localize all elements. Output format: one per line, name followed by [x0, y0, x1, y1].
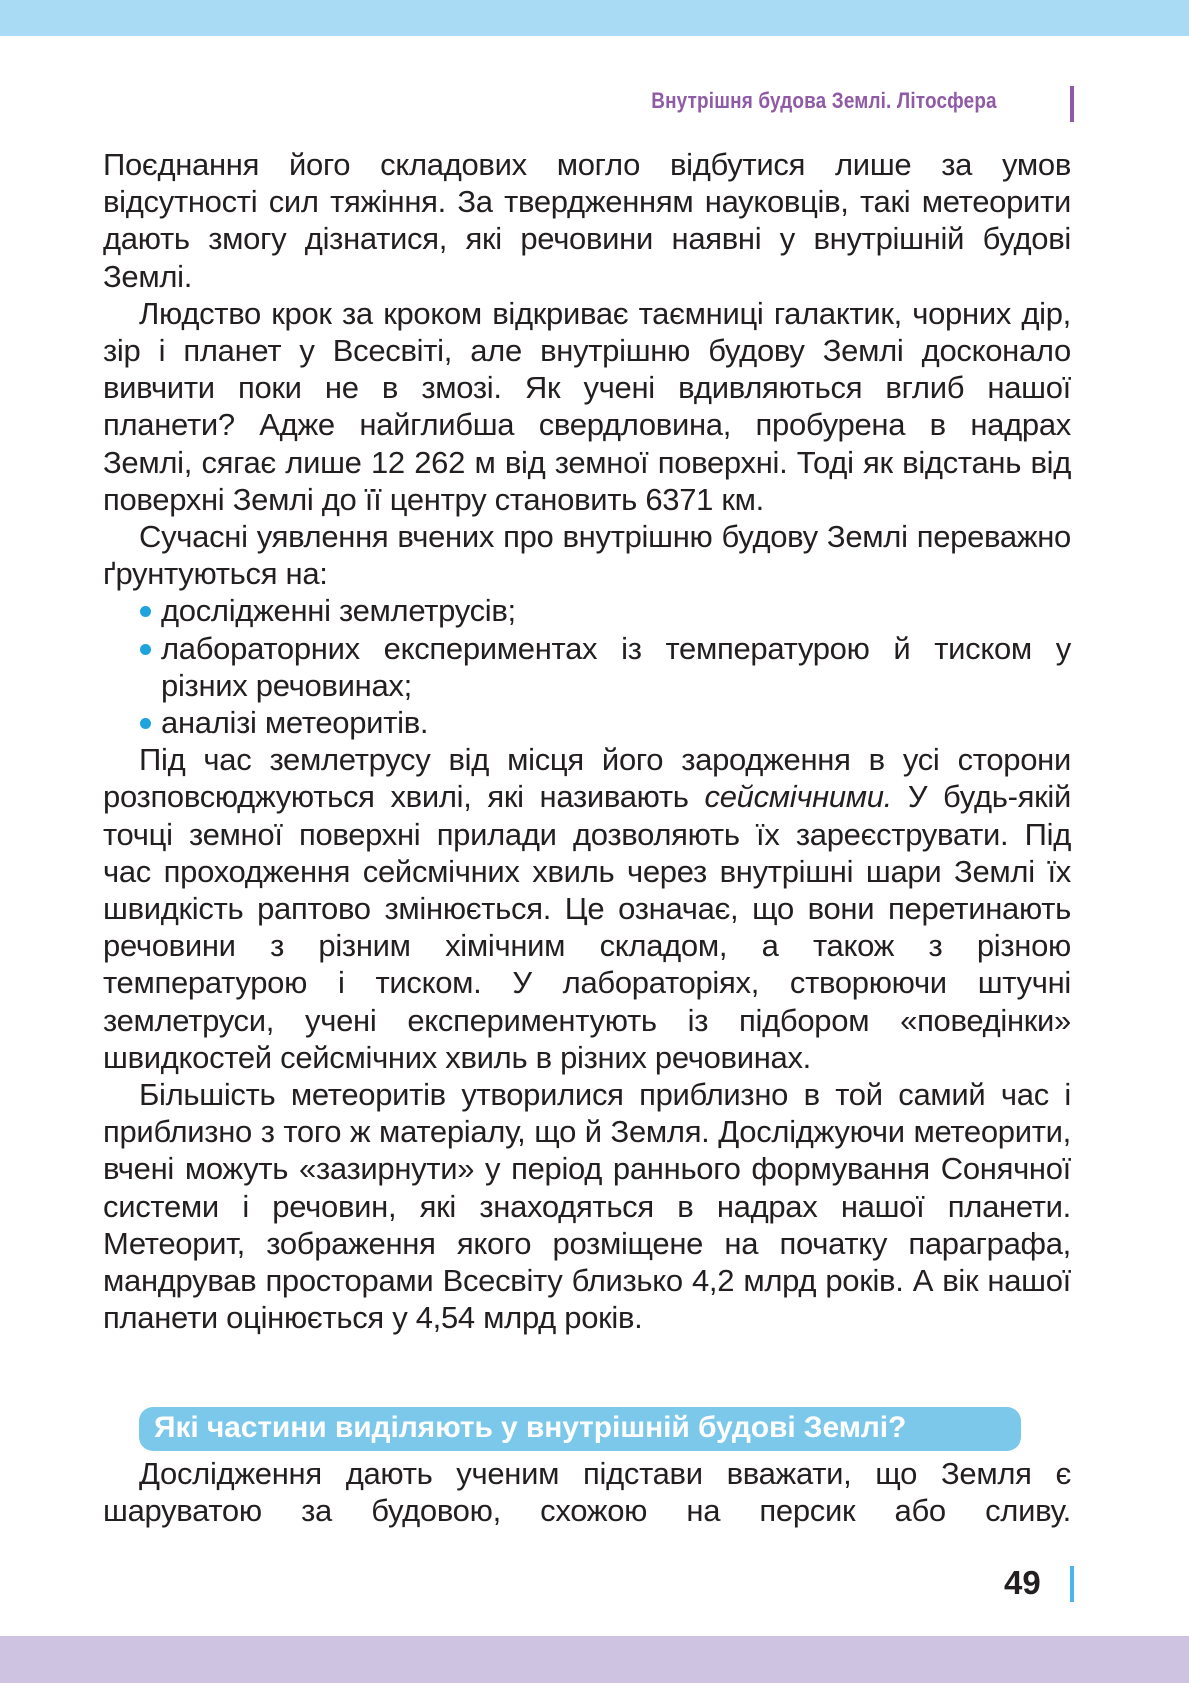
body-text [103, 146, 1071, 1337]
paragraph-5: Більшість метеоритів утворилися приблизно в той самий час і приблизно з того ж матеріалу, що й Земля. Досліджуючи метеорити, вчені можуть «зазирнути» у період раннього формування Сонячної системи і речовин, які знаходяться в надрах нашої планети. Метеорит, зображення якого розміщене на початку параграфа, мандрував просторами Всесвіту близько 4,2 млрд років. А вік нашої планети оцінюється у 4,54 млрд років. [103, 1077, 1071, 1336]
section-heading: Які частини виділяють у внутрішній будові Землі? [154, 1411, 907, 1444]
bottom-color-band [0, 1636, 1189, 1683]
paragraph-4-text-a: Під час землетрусу від місця його зародження в усі сторони розповсюджуються хвилі, які називають [103, 742, 1071, 815]
paragraph-6: Дослідження дають ученим підстави вважати, що Земля є шаруватою за будовою, схожою на персик або сливу. [103, 1456, 1071, 1529]
paragraph-2: Людство крок за кроком відкриває таємниці галактик, чорних дір, зір і планет у Всесвіті, але внутрішню будову Землі досконало вивчити поки не в змозі. Як учені вдивляються вглиб нашої планети? Адже найглибша свердловина, пробурена в надрах Землі, сягає лише 12 262 м від земної поверхні. Тоді як відстань від поверхні Землі до її центру становить 6371 км. [103, 295, 1071, 517]
bullet-icon [140, 718, 151, 729]
paragraph-4 [103, 741, 1071, 1076]
page-number-rule [1070, 1566, 1074, 1602]
paragraph-3: Сучасні уявлення вчених про внутрішню будову Землі переважно ґрунтуються на: [103, 519, 1071, 592]
list-item-text: лабораторних експериментах із температурою й тиском у різних речовинах; [161, 630, 1071, 703]
paragraph-4-text-b: У будь-якій точці земної поверхні прилади дозволяють їх зареєструвати. Під час проходження сейсмічних хвиль через внутрішні шари Землі їх швидкість раптово змінюється. Це означає, що вони перетинають речовини з різним хімічним складом, а також з різною температурою і тиском. У лабораторіях, створюючи штучні землетруси, учені експериментують із підбором «поведінки» швидкостей сейсмічних хвиль в різних речовинах. [103, 779, 1071, 1075]
bullet-icon [140, 606, 151, 617]
list-item-text: дослідженні землетрусів; [161, 593, 516, 629]
paragraph-1: Поєднання його складових могло відбутися лише за умов відсутності сил тяжіння. За твердженням науковців, такі метеорити дають змогу дізнатися, які речовини наявні у внутрішній будові Землі. [103, 147, 1071, 294]
term-seismic: сейсмічними. [704, 779, 892, 815]
list-item [103, 592, 1071, 629]
header-rule [1070, 86, 1074, 122]
section-body [103, 1455, 1071, 1529]
top-color-band [0, 0, 1189, 36]
bullet-icon [140, 644, 151, 655]
running-header-title: Внутрішня будова Землі. Літосфера [651, 88, 997, 113]
list-item-text: аналізі метеоритів. [161, 705, 429, 741]
list-item [103, 630, 1071, 704]
bullet-list [103, 592, 1071, 741]
page-number: 49 [1004, 1564, 1041, 1601]
list-item [103, 704, 1071, 741]
